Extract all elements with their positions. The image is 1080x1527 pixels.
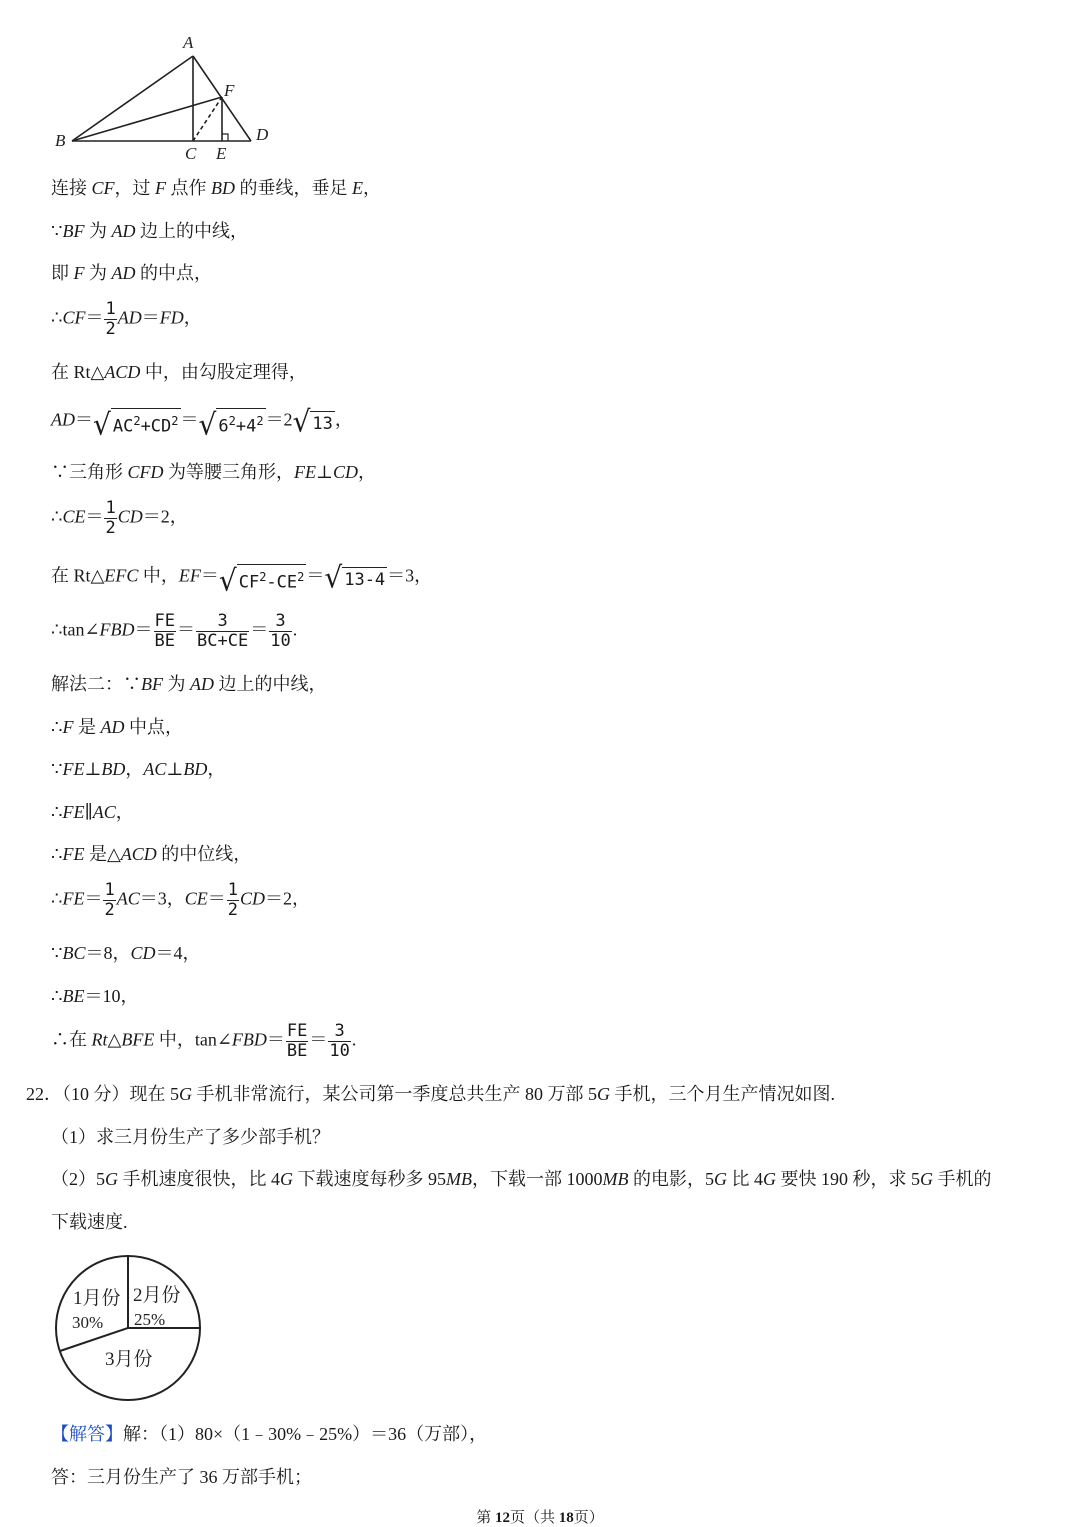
label-c: C [185, 144, 197, 163]
solution-line-4: ∴CF＝ $\frac{1}{2}$ AD＝FD， [51, 299, 202, 339]
pie-chart [50, 1250, 210, 1410]
solution-line-1: 连接 CF，过 F 点作 BD 的垂线，垂足 E， [51, 178, 382, 198]
sqrt-expression: √ 13 [292, 403, 333, 439]
solution-line-9: 在 Rt△EFC 中，EF＝ √ $CF^2-CE^2$ ＝ √ 13-4 ＝3， [51, 559, 433, 598]
solution-line-18: ∴BE＝10， [51, 986, 139, 1006]
question-22-part-2-cont: 下载速度. [51, 1212, 128, 1232]
label-a: A [183, 33, 194, 52]
solution-line-8: ∴CE＝ $\frac{1}{2}$ CD＝2， [51, 498, 188, 538]
solution-line-17: ∵BC＝8，CD＝4， [51, 943, 201, 963]
solution-line-7: ∵三角形 CFD 为等腰三角形，FE⊥CD， [51, 462, 376, 482]
solution-line-19: ∴在 Rt△BFE 中，tan∠FBD＝ $\frac{FE}{BE}$ ＝ $\frac{3}{10}$ . [51, 1021, 357, 1061]
fraction: $\frac{FE}{BE}$ [154, 611, 176, 651]
fraction: $\frac{3}{10}$ [270, 611, 291, 651]
pie-pct-feb: 25% [134, 1310, 166, 1329]
question-22-part-2: （2）5G 手机速度很快，比 4G 下载速度每秒多 95MB，下载一部 1000MB 的电影，5G 比 4G 要快 190 秒，求 5G 手机的 [51, 1169, 992, 1189]
answer-tag: 【解答】 [51, 1424, 123, 1444]
question-22-part-1: （1）求三月份生产了多少部手机？ [51, 1127, 330, 1147]
solution-line-6: AD＝ √ $AC^2+CD^2$ ＝ √ $6^2+4^2$ ＝2 √ 13 ， [51, 403, 353, 442]
solution-line-13: ∵FE⊥BD，AC⊥BD， [51, 759, 226, 779]
sqrt-expression: √ $AC^2+CD^2$ [93, 406, 179, 442]
fraction-half: $\frac{1}{2}$ [227, 880, 238, 920]
solution-line-14: ∴FE∥AC， [51, 802, 134, 822]
label-e: E [216, 144, 227, 163]
triangle-figure [50, 30, 290, 165]
label-b: B [55, 131, 66, 150]
solution-line-10: ∴tan∠FBD＝ $\frac{FE}{BE}$ ＝ $\frac{3}{BC+CE}$ ＝ $\frac{3}{10}$ . [51, 611, 298, 651]
sqrt-expression: √ $CF^2-CE^2$ [218, 562, 305, 598]
solution-line-16: ∴FE＝ $\frac{1}{2}$ AC＝3，CE＝ $\frac{1}{2}$ CD＝2， [51, 880, 310, 920]
solution-line-12: ∴F 是 AD 中点， [51, 717, 183, 737]
solution-line-5: 在 Rt△ACD 中，由勾股定理得， [51, 362, 307, 382]
pie-label-feb: 2月份 [133, 1285, 181, 1306]
sqrt-expression: √ 13-4 [324, 559, 386, 595]
fraction-half: $\frac{1}{2}$ [105, 498, 116, 538]
page-footer: 第 12页（共 18页） [476, 1510, 604, 1526]
fraction: $\frac{3}{10}$ [329, 1021, 350, 1061]
solution-line-3: 即 F 为 AD 的中点， [51, 263, 212, 283]
label-d: D [256, 125, 269, 144]
solution-line-15: ∴FE 是△ACD 的中位线， [51, 844, 252, 864]
pie-label-mar: 3月份 [105, 1349, 153, 1370]
fraction-half: $\frac{1}{2}$ [104, 880, 115, 920]
answer-line-2: 答：三月份生产了 36 万部手机； [51, 1467, 312, 1487]
sqrt-expression: √ $6^2+4^2$ [198, 406, 264, 442]
fraction-half: $\frac{1}{2}$ [105, 299, 116, 339]
answer-line-1: 【解答】解：（1）80×（1﹣30%﹣25%）＝36（万部）， [51, 1424, 488, 1444]
pie-label-jan: 1月份 [73, 1288, 121, 1309]
fraction: $\frac{3}{BC+CE}$ [197, 611, 249, 651]
pie-pct-jan: 30% [72, 1313, 104, 1332]
question-22-title: 22．（10 分）现在 5G 手机非常流行，某公司第一季度总共生产 80 万部 5G 手机，三个月生产情况如图. [26, 1084, 835, 1104]
solution-line-11: 解法二：∵BF 为 AD 边上的中线， [51, 674, 327, 694]
solution-line-2: ∵BF 为 AD 边上的中线， [51, 221, 248, 241]
label-f: F [224, 81, 235, 100]
fraction: $\frac{FE}{BE}$ [286, 1021, 308, 1061]
